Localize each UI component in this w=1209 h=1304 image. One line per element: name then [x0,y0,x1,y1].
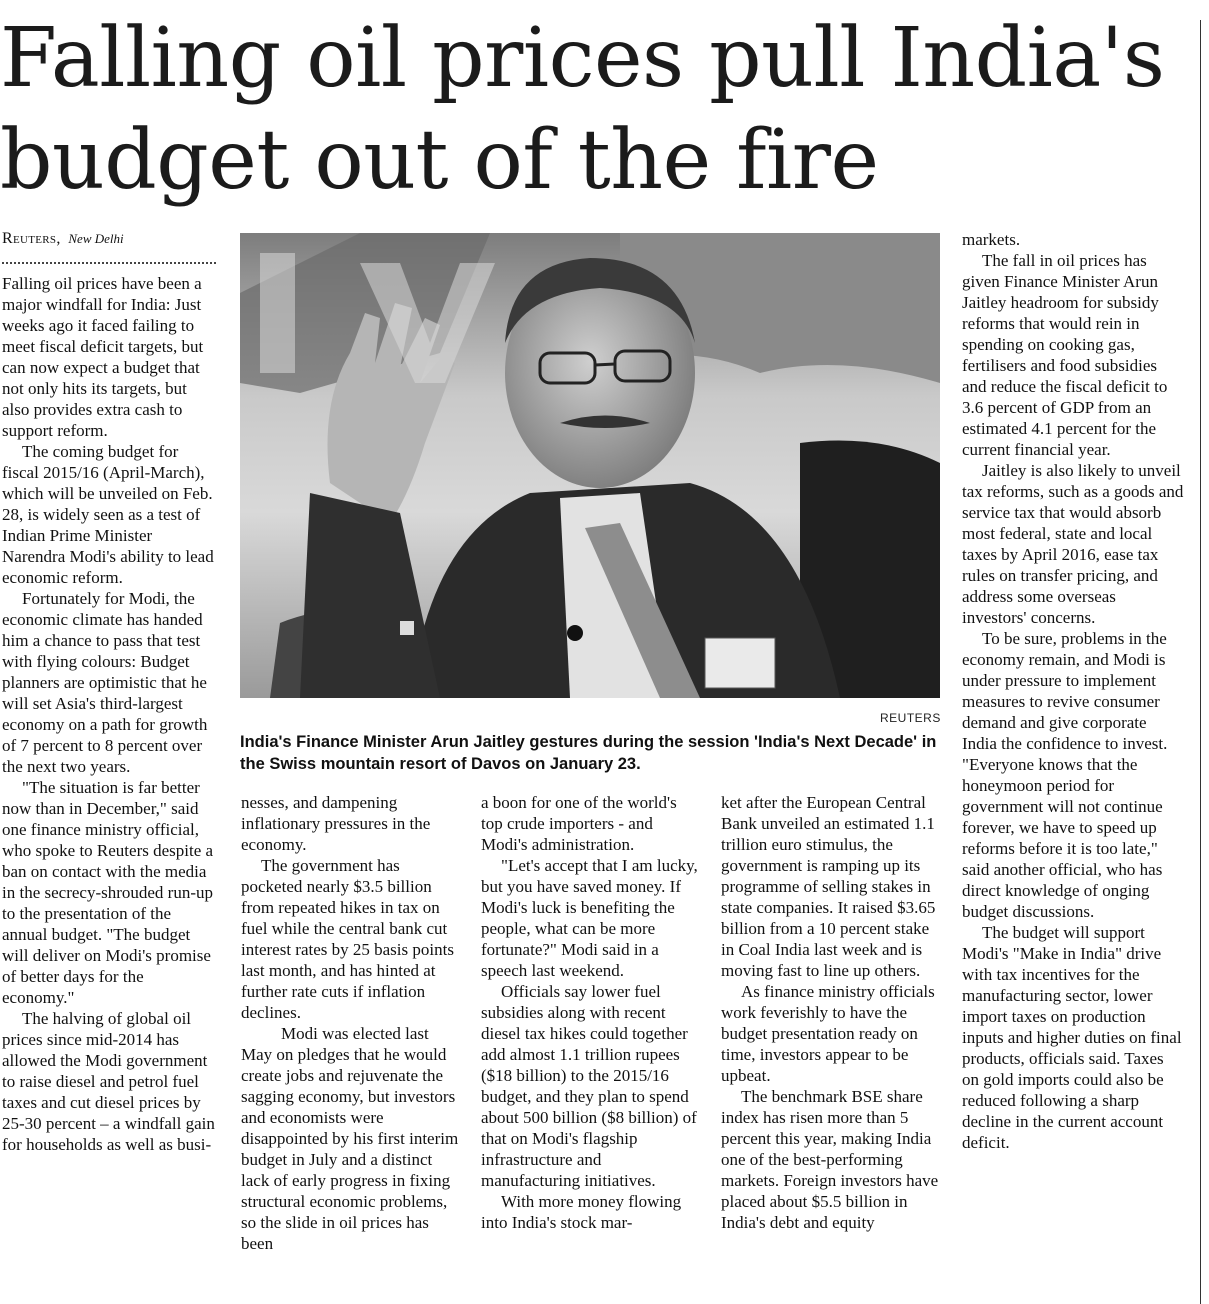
paragraph: ket after the European Central Bank unveiled an estimated 1.1 trillion euro stimulus, the government is ramping up its programme of selling stakes in state companies. It raised $3.65 billion from a 10 percent stake in Coal India last week and is moving fast to line up others. [721,793,936,980]
photo-caption: India's Finance Minister Arun Jaitley gestures during the session 'India's Next Decade' in the Swiss mountain resort of Davos on January 23. [240,733,937,773]
article-column-2 [241,792,459,1254]
photo-credit: REUTERS [880,711,941,725]
paragraph: Falling oil prices have been a major windfall for India: Just weeks ago it faced failing to meet fiscal deficit targets, but can now expect a budget that not only hits its targets, but also provides extra cash to support reform. [2,274,204,440]
byline-agency: Reuters, [2,230,61,247]
paragraph: nesses, and dampening inflationary pressures in the economy. [241,793,431,854]
byline-place: New Delhi [68,231,124,246]
paragraph: The halving of global oil prices since mid-2014 has allowed the Modi government to raise diesel and petrol fuel taxes and cut diesel prices by 25-30 percent – a windfall gain for households as well as busi- [2,1009,215,1154]
paragraph: The budget will support Modi's "Make in India" drive with tax incentives for the manufacturing sector, lower import taxes on production inputs and higher duties on final products, officials said. Taxes on gold imports could also be reduced following a sharp decline in the current account deficit. [962,923,1182,1152]
paragraph: a boon for one of the world's top crude importers - and Modi's administration. [481,793,677,854]
article-column-5 [962,229,1184,1153]
paragraph: Officials say lower fuel subsidies along with recent diesel tax hikes could together add almost 1.1 trillion rupees ($18 billion) to the 2015/16 budget, and they plan to spend about 500 billion ($8 billion) of that on Modi's flagship infrastructure and manufacturing initiatives. [481,982,697,1190]
paragraph: The coming budget for fiscal 2015/16 (April-March), which will be unveiled on Feb. 28, is widely seen as a test of Indian Prime Minister Narendra Modi's ability to lead economic reform. [2,442,214,587]
news-photo [240,233,940,698]
photo-illustration [240,233,940,698]
paragraph: The benchmark BSE share index has risen more than 5 percent this year, making India one of the best-performing markets. Foreign investors have placed about $5.5 billion in India's debt and equity [721,1087,939,1232]
byline [2,230,124,248]
paragraph: The fall in oil prices has given Finance Minister Arun Jaitley headroom for subsidy reforms that would rein in spending on cooking gas, fertilisers and food subsidies and reduce the fiscal deficit to 3.6 percent of GDP from an estimated 4.1 percent for the current financial year. [962,251,1168,459]
paragraph: As finance ministry officials work feverishly to have the budget presentation ready on time, investors appear to be upbeat. [721,982,935,1085]
paragraph: The government has pocketed nearly $3.5 billion from repeated hikes in tax on fuel while the central bank cut interest rates by 25 basis points last month, and has hinted at further rate cuts if inflation declines. [241,856,454,1022]
paragraph: Jaitley is also likely to unveil tax reforms, such as a goods and service tax that would absorb most federal, state and local taxes by April 2016, ease tax rules on transfer pricing, and address some overseas investors' concerns. [962,461,1184,627]
article-column-3 [481,792,701,1233]
paragraph: With more money flowing into India's stock mar- [481,1192,682,1232]
paragraph: To be sure, problems in the economy remain, and Modi is under pressure to implement measures to revive consumer demand and give corporate India the confidence to invest. "Everyone knows that the honeymoon period for government will not continue forever, we have to speed up reforms before it is too late," said another official, who has direct knowledge of onging budget discussions. [962,629,1168,921]
paragraph: Modi was elected last May on pledges that he would create jobs and rejuvenate the sagging economy, but investors and economists were disappointed by his first interim budget in July and a distinct lack of early progress in fixing structural economic problems, so the slide in oil prices has been [241,1024,459,1253]
paragraph: "Let's accept that I am lucky, but you have saved money. If Modi's luck is benefiting the people, what can be more fortunate?" Modi said in a speech last weekend. [481,856,698,980]
column-rule [1200,20,1201,1304]
article-column-1 [2,273,218,1155]
paragraph: Fortunately for Modi, the economic climate has handed him a chance to pass that test with flying colours: Budget planners are optimistic that he will set Asia's third-largest economy on a path for growth of 7 percent to 8 percent over the next two years. [2,589,208,776]
paragraph: markets. [962,230,1021,249]
article-column-4 [721,792,943,1233]
paragraph: "The situation is far better now than in December," said one finance ministry official, who spoke to Reuters despite a ban on contact with the media in the secrecy-shrouded run-up to the presentation of the annual budget. "The budget will deliver on Modi's promise of better days for the economy." [2,778,214,1007]
headline: Falling oil prices pull India's budget out of the fire [0,11,1165,208]
dotted-divider [2,262,216,264]
